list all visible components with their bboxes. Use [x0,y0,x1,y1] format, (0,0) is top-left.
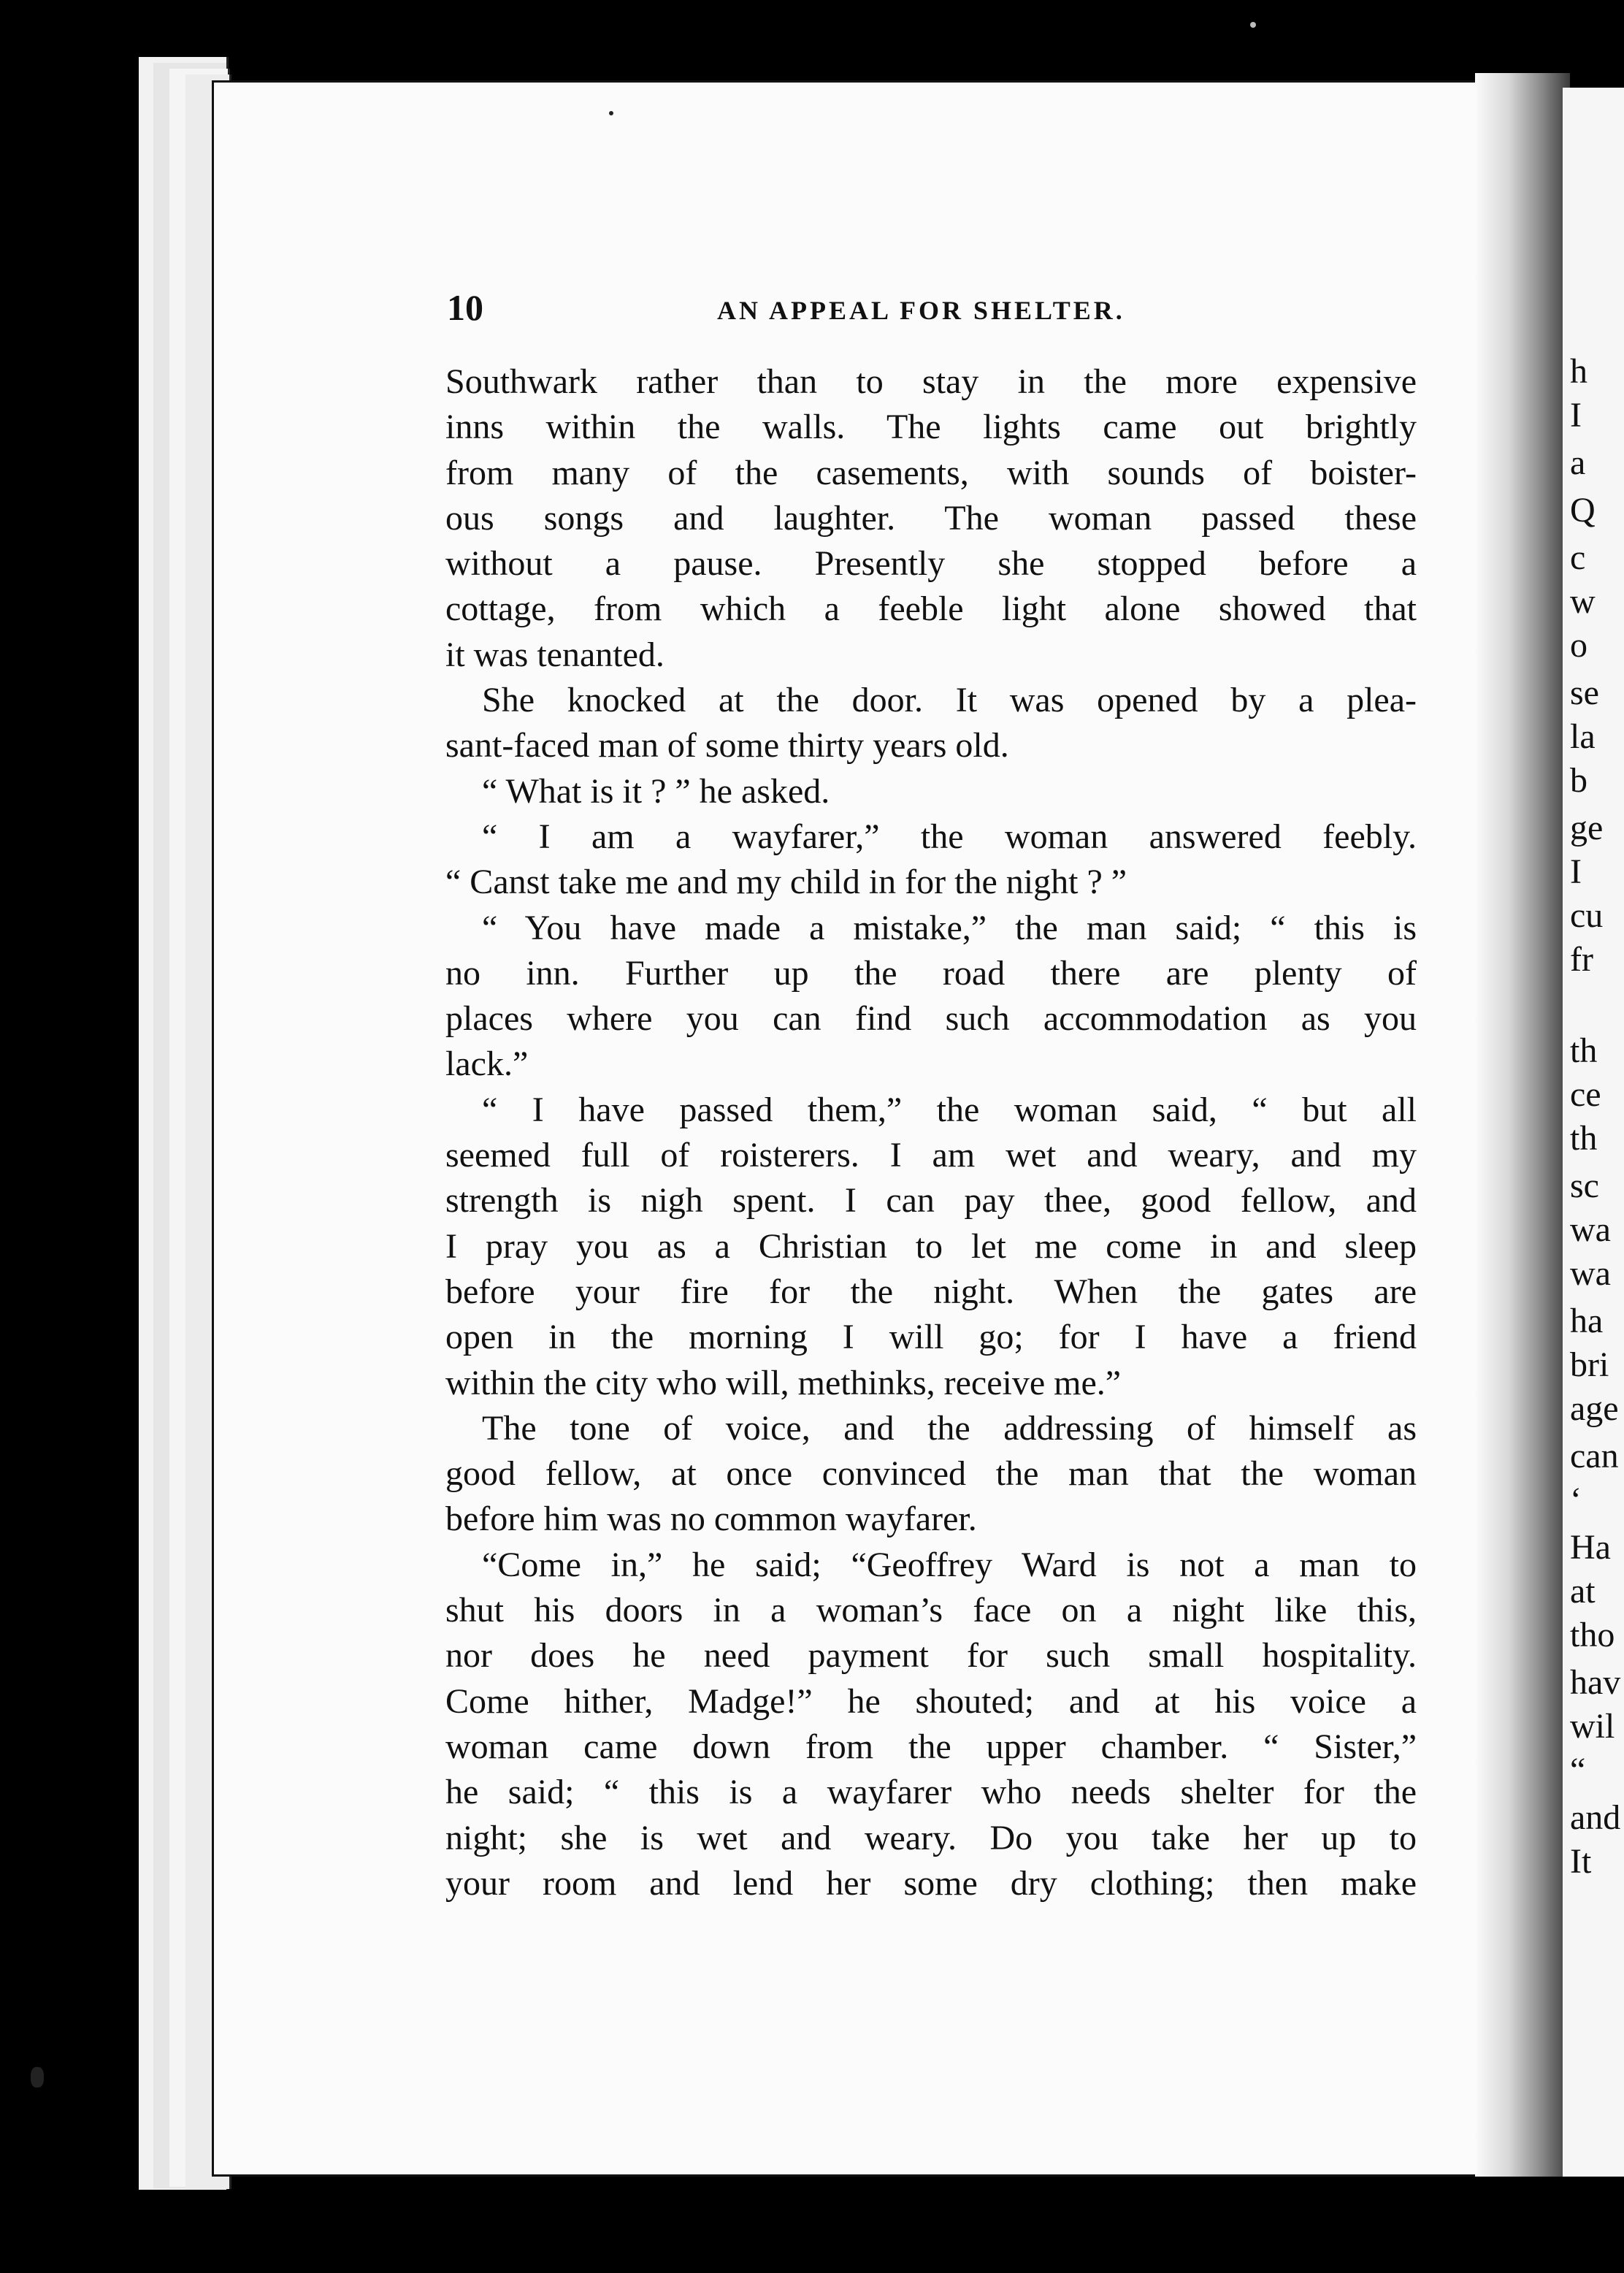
facing-line-fragment: can [1570,1437,1619,1475]
facing-line-fragment: wa [1570,1210,1611,1249]
text-line: “ Canst take me and my child in for the night ? ” [445,863,1127,902]
book-gutter [1475,73,1570,2177]
facing-line-fragment: ge [1570,809,1604,847]
text-line: your room and lend her some dry clothing; then make [445,1863,1417,1903]
text-line: ous songs and laughter. The woman passed these [445,498,1417,538]
facing-line-fragment: Ha [1570,1528,1611,1567]
facing-line-fragment: I [1570,852,1582,891]
text-line: no inn. Further up the road there are plenty of [445,953,1417,993]
text-line: nor does he need payment for such small hospitality. [445,1636,1417,1676]
facing-line-fragment: sc [1570,1166,1599,1205]
text-line: She knocked at the door. It was opened by a plea- [482,681,1417,720]
facing-line-fragment: ‘ [1570,1481,1582,1519]
text-line: places where you can find such accommodation as you [445,999,1417,1039]
scan-speck [1250,22,1256,28]
text-line: “ I have passed them,” the woman said, “ but all [482,1090,1417,1129]
text-line: I pray you as a Christian to let me come in and sleep [445,1226,1417,1266]
text-line: good fellow, at once convinced the man that the woman [445,1454,1417,1494]
text-line: The tone of voice, and the addressing of himself as [482,1408,1417,1448]
text-line: sant-faced man of some thirty years old. [445,726,1009,765]
text-line: it was tenanted. [445,635,664,674]
text-line: “ What is it ? ” he asked. [482,771,830,811]
running-title: AN APPEAL FOR SHELTER. [717,296,1125,325]
text-line: “ You have made a mistake,” the man said; “ this is [482,908,1417,947]
text-line: Come hither, Madge!” he shouted; and at his voice a [445,1681,1417,1721]
facing-line-fragment: wa [1570,1254,1611,1293]
facing-line-fragment: It [1570,1842,1592,1881]
facing-line-fragment: th [1570,1031,1598,1070]
facing-line-fragment: and [1570,1798,1621,1837]
text-line: before him was no common wayfarer. [445,1500,977,1539]
facing-line-fragment: bri [1570,1345,1609,1384]
text-line: “Come in,” he said; “Geoffrey Ward is not a man to [482,1545,1417,1584]
text-line: inns within the walls. The lights came out brightly [445,408,1417,447]
facing-line-fragment: th [1570,1119,1598,1158]
facing-line-fragment: cu [1570,896,1604,935]
facing-line-fragment: c [1570,538,1586,577]
facing-line-fragment: I [1570,396,1582,435]
facing-line-fragment: ha [1570,1302,1604,1340]
running-head [447,286,1418,330]
text-line: Southwark rather than to stay in the more expensive [445,362,1417,401]
scan-speck [31,2067,44,2087]
facing-line-fragment: h [1570,352,1587,391]
facing-line-fragment: “ [1570,1751,1586,1789]
text-line: without a pause. Presently she stopped before a [445,544,1417,584]
text-line: “ I am a wayfarer,” the woman answered feebly. [482,817,1417,856]
facing-line-fragment: a [1570,443,1586,482]
facing-line-fragment: b [1570,761,1587,800]
body-text [445,359,1417,1906]
text-line: cottage, from which a feeble light alone showed that [445,589,1417,629]
text-line: from many of the casements, with sounds of boister- [445,453,1417,492]
facing-line-fragment: at [1570,1572,1596,1611]
facing-line-fragment: hav [1570,1663,1621,1702]
facing-line-fragment: se [1570,673,1599,712]
facing-line-fragment: ce [1570,1075,1601,1114]
text-line: woman came down from the upper chamber. “ Sister,” [445,1727,1417,1766]
facing-line-fragment: fr [1570,940,1593,979]
facing-line-fragment: age [1570,1389,1619,1428]
text-line: within the city who will, methinks, receive me.” [445,1363,1122,1402]
text-line: seemed full of roisterers. I am wet and weary, and my [445,1136,1417,1175]
text-line: before your fire for the night. When the gates are [445,1272,1417,1311]
facing-line-fragment: Q [1570,491,1596,530]
text-line: he said; “ this is a wayfarer who needs shelter for the [445,1773,1417,1812]
facing-line-fragment: wil [1570,1707,1615,1746]
text-line: night; she is wet and weary. Do you take her up to [445,1818,1417,1857]
text-line: open in the morning I will go; for I have a friend [445,1318,1417,1357]
facing-line-fragment: la [1570,717,1596,756]
text-line: shut his doors in a woman’s face on a night like this, [445,1591,1417,1630]
page-number: 10 [447,287,483,328]
facing-line-fragment: w [1570,582,1596,621]
text-line: lack.” [445,1044,529,1084]
scan-speck [609,111,613,115]
facing-line-fragment: o [1570,626,1587,665]
facing-line-fragment: tho [1570,1616,1615,1654]
text-line: strength is nigh spent. I can pay thee, good fellow, and [445,1181,1417,1220]
